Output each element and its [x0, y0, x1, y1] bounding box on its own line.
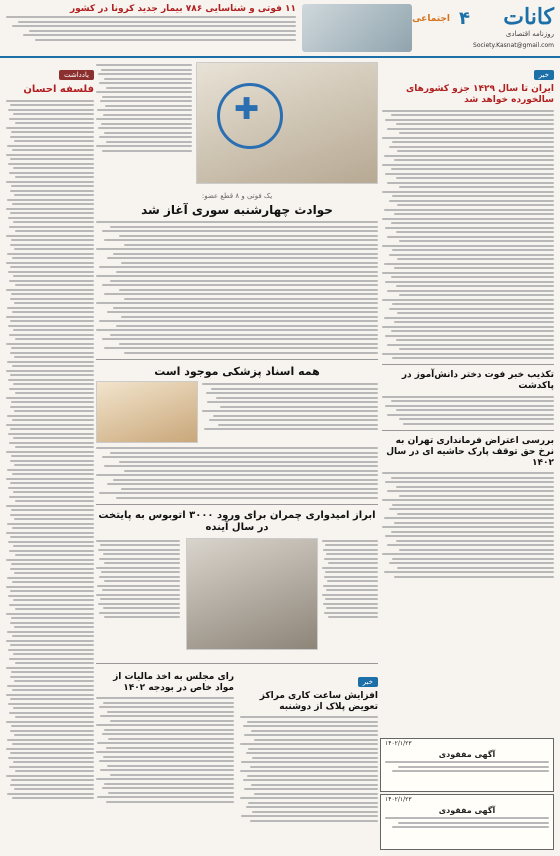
- brand: [474, 4, 554, 38]
- headline-medical: همه اسناد پزشکی موجود است: [154, 364, 320, 378]
- ad1-date: ۱۴۰۲/۱/۲۳: [385, 740, 412, 747]
- section-name: اجتماعی: [412, 14, 450, 24]
- ad2-date: ۱۴۰۲/۱/۲۳: [385, 796, 412, 803]
- top-news-headline: ۱۱ فوتی و شناسایی ۷۸۶ بیمار جدید کرونا در کشور: [69, 4, 296, 14]
- article-aging-body: [382, 110, 554, 360]
- medical-photo: [96, 381, 198, 443]
- top-photo: [302, 4, 412, 52]
- plates-article-body: [240, 716, 378, 822]
- main-caption-body: [96, 64, 192, 152]
- headline-main: حوادث چهارشنبه سوری آغاز شد: [141, 203, 333, 217]
- opinion-body: [6, 100, 94, 800]
- brand-subtitle: روزنامه اقتصادی: [505, 30, 554, 38]
- right-tag: خبر: [534, 70, 554, 80]
- ad-box-1: [380, 738, 554, 792]
- left-column: [6, 62, 94, 850]
- headline-buses: ابراز امیدواری چمران برای ورود ۳۰۰۰ اتوبوس به پایتخت در سال آینده: [98, 509, 376, 534]
- left-tag: یادداشت: [59, 70, 94, 80]
- buses-article-body-left: [96, 540, 180, 619]
- masthead: [0, 0, 560, 58]
- headline-parking: بررسی اعتراض فرمانداری تهران به نرخ حق توقف پارک حاشیه ای در سال ۱۴۰۲: [386, 435, 554, 468]
- middle-column: [96, 62, 378, 850]
- headline-tax: رای مجلس به اخذ مالیات از مواد خاص در بودجه ۱۴۰۲: [113, 671, 234, 693]
- ad-box-2: [380, 794, 554, 850]
- article-student-body: [382, 396, 554, 425]
- medical-article-body: [202, 383, 378, 430]
- main-photo: [196, 62, 378, 184]
- medical-article-body-2: [96, 447, 378, 499]
- top-news-body: [6, 16, 296, 41]
- kicker: یک فوتی و ۸ قطع عضو:: [201, 192, 273, 200]
- right-column: [382, 62, 554, 850]
- headline-student: تکذیب خبر فوت دختر دانش‌آموز در پاکدشت: [401, 370, 554, 392]
- buses-article-body-right: [322, 540, 378, 619]
- headline-plates: افزایش ساعت کاری مراکز تعویض پلاک از دوشنبه: [259, 690, 378, 712]
- headline-aging: ایران تا سال ۱۴۲۹ جزو کشورهای سالخورده خواهد شد: [405, 84, 554, 106]
- top-news: [6, 4, 296, 52]
- main-article-body: [96, 221, 378, 354]
- chamran-photo: [186, 538, 318, 650]
- page-number: ۴: [459, 8, 470, 29]
- ad1-title: آگهی مفقودی: [438, 750, 496, 759]
- headline-ehsan: فلسفه احسان: [23, 84, 94, 95]
- brand-name: کانات: [503, 4, 554, 30]
- middle-tag: خبر: [358, 677, 378, 687]
- website: Society.Kasnat@gmail.com: [473, 42, 554, 49]
- ad2-title: آگهی مفقودی: [438, 806, 496, 815]
- emergency-emblem-icon: [217, 83, 283, 149]
- tax-article-body: [96, 697, 234, 803]
- article-parking-body: [382, 472, 554, 578]
